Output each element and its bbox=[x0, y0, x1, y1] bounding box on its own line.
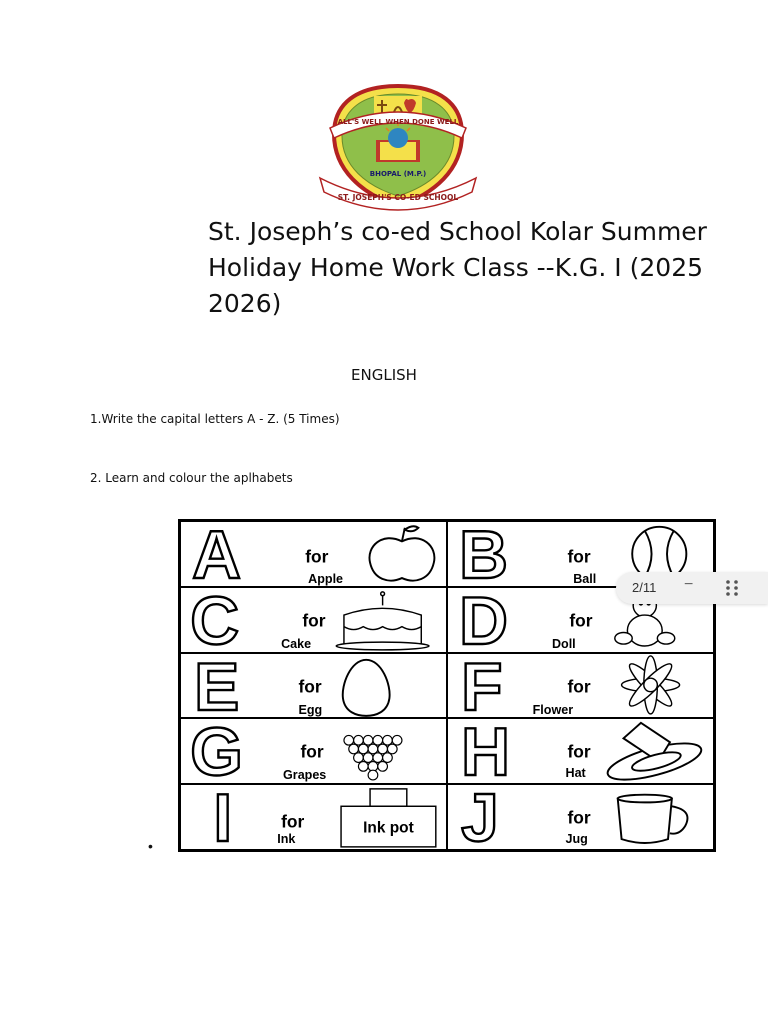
page-separator: − bbox=[684, 576, 694, 593]
grapes-icon bbox=[344, 736, 402, 780]
letter-a: A bbox=[192, 522, 242, 586]
alphabet-cell-j bbox=[447, 784, 714, 850]
alphabet-cell-g bbox=[180, 718, 447, 784]
word-flower: Flower bbox=[532, 702, 574, 717]
alphabet-cell-a bbox=[180, 521, 447, 587]
word-hat: Hat bbox=[565, 766, 586, 781]
ink-pot-label: Ink pot bbox=[363, 819, 414, 837]
alphabet-chart bbox=[178, 519, 716, 852]
for-label: for bbox=[281, 811, 305, 832]
word-jug: Jug bbox=[565, 832, 588, 847]
letter-e: E bbox=[194, 653, 240, 718]
list-bullet: • bbox=[148, 838, 153, 854]
logo-school-name: ST. JOSEPH'S CO-ED SCHOOL bbox=[337, 193, 459, 202]
subject-heading: ENGLISH bbox=[351, 366, 417, 384]
for-label: for bbox=[567, 676, 591, 697]
word-apple: Apple bbox=[308, 571, 344, 586]
word-doll: Doll bbox=[551, 636, 576, 651]
alphabet-cell-f bbox=[447, 653, 714, 719]
for-label: for bbox=[567, 807, 591, 828]
page-title: St. Joseph’s co-ed School Kolar Summer Holiday Home Work Class --K.G. I (2025 2026) bbox=[208, 217, 707, 318]
grid-dots-icon[interactable] bbox=[722, 578, 742, 598]
alphabet-cell-c bbox=[180, 587, 447, 653]
jug-icon bbox=[618, 795, 688, 843]
letter-h: H bbox=[461, 719, 510, 784]
ink-pot-icon bbox=[341, 789, 436, 847]
letter-g: G bbox=[190, 719, 243, 784]
alphabet-cell-i bbox=[180, 784, 447, 850]
letter-b: B bbox=[459, 522, 509, 586]
for-label: for bbox=[305, 546, 329, 567]
logo-motto: ALL'S WELL WHEN DONE WELL bbox=[337, 118, 459, 126]
word-cake: Cake bbox=[281, 636, 312, 651]
letter-i: I bbox=[213, 785, 233, 849]
page-indicator[interactable] bbox=[616, 572, 768, 604]
alphabet-cell-e bbox=[180, 653, 447, 719]
for-label: for bbox=[569, 610, 593, 631]
hat-icon bbox=[604, 723, 704, 783]
page-number: 2/11 bbox=[632, 580, 657, 595]
for-label: for bbox=[298, 676, 322, 697]
cake-icon bbox=[336, 592, 429, 650]
apple-icon bbox=[369, 526, 434, 580]
task-1: 1.Write the capital letters A - Z. (5 Times) bbox=[90, 412, 340, 426]
for-label: for bbox=[302, 610, 326, 631]
task-2: 2. Learn and colour the aplhabets bbox=[90, 471, 293, 485]
for-label: for bbox=[300, 742, 324, 763]
letter-f: F bbox=[461, 653, 503, 718]
logo-place: BHOPAL (M.P.) bbox=[369, 170, 427, 178]
word-ball: Ball bbox=[573, 571, 597, 586]
school-logo bbox=[312, 82, 484, 214]
letter-j: J bbox=[461, 785, 499, 849]
word-grapes: Grapes bbox=[283, 768, 327, 783]
letter-c: C bbox=[190, 587, 240, 652]
word-ink: Ink bbox=[277, 832, 296, 847]
letter-d: D bbox=[459, 587, 509, 652]
for-label: for bbox=[567, 546, 591, 567]
flower-icon bbox=[622, 656, 680, 714]
word-egg: Egg bbox=[298, 702, 323, 717]
egg-icon bbox=[343, 659, 390, 715]
for-label: for bbox=[567, 742, 591, 763]
alphabet-cell-h bbox=[447, 718, 714, 784]
